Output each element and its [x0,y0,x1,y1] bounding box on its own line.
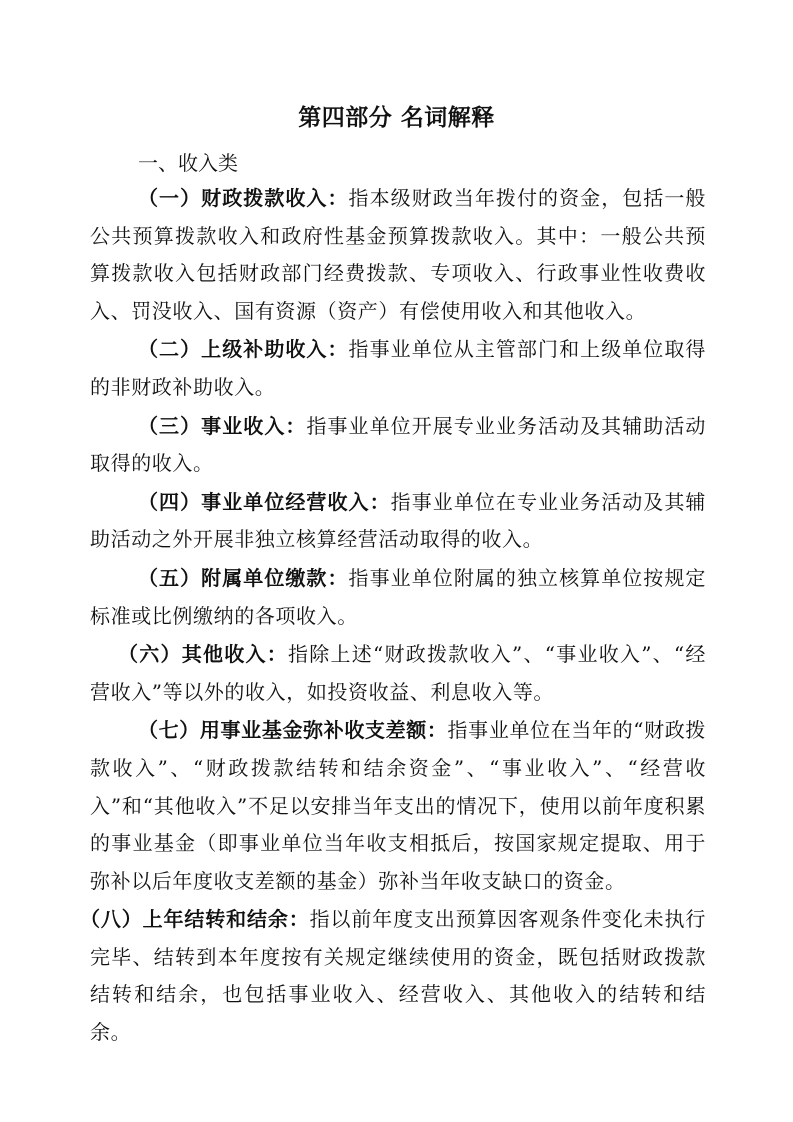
definition-text: 指以前年度支出预算因客观条件变化未执行完毕、结转到本年度按有关规定继续使用的资金，既包括财政拨款结转和结余，也包括事业收入、经营收入、其他收入的结转和结余。 [90,907,706,1045]
definition-affiliate-payment [90,560,706,635]
definition-term: （三）事业收入： [138,413,307,438]
definition-business-income [90,408,706,483]
definition-text: 指事业单位在当年的“财政拨款收入”、“财政拨款结转和结余资金”、“事业收入”、“经营收入”和“其他收入”不足以安排当年支出的情况下，使用以前年度积累的事业基金（即事业单位当年收支相抵后，按国家规定提取、用于弥补以后年度收支差额的基金）弥补当年收支缺口的资金。 [90,718,707,893]
definition-text: 指事业单位附属的独立核算单位按规定标准或比例缴纳的各项收入。 [90,565,707,628]
definition-term: （四）事业单位经营收入： [138,489,391,514]
definition-text: 指除上述“财政拨款收入”、“事业收入”、“经营收入”等以外的收入，如投资收益、利息收入等。 [90,642,706,704]
definition-superior-subsidy [90,331,706,406]
definition-text: 指本级财政当年拨付的资金，包括一般公共预算拨款收入和政府性基金预算拨款收入。其中：一般公共预算拨款收入包括财政部门经费拨款、专项收入、行政事业性收费收入、罚没收入、国有资源（资产）有偿使用收入和其他收入。 [90,186,707,323]
definition-text: 指事业单位开展专业业务活动及其辅助活动取得的收入。 [90,413,706,476]
section-heading-income: 一、收入类 [138,151,238,175]
definition-term: （一）财政拨款收入： [138,186,349,210]
definition-term: （五）附属单位缴款： [138,565,349,590]
definition-term: （七）用事业基金弥补收支差额： [138,718,448,743]
definition-text: 指事业单位从主管部门和上级单位取得的非财政补助收入。 [90,337,707,399]
definition-term: （六）其他收入： [118,642,289,667]
page-title: 第四部分 名词解释 [298,105,495,131]
definition-term: （八）上年结转和结余： [80,907,310,932]
definitions-body [80,180,707,1053]
definition-other-income [90,636,706,711]
definition-term: （二）上级补助收入： [138,337,349,362]
definition-text: 指事业单位在专业业务活动及其辅助活动之外开展非独立核算经营活动取得的收入。 [90,489,707,552]
definition-fiscal-appropriation [90,180,706,330]
definition-operating-income [90,484,706,559]
definition-business-fund-offset [90,712,706,900]
definition-prior-year-carryover [80,901,706,1051]
